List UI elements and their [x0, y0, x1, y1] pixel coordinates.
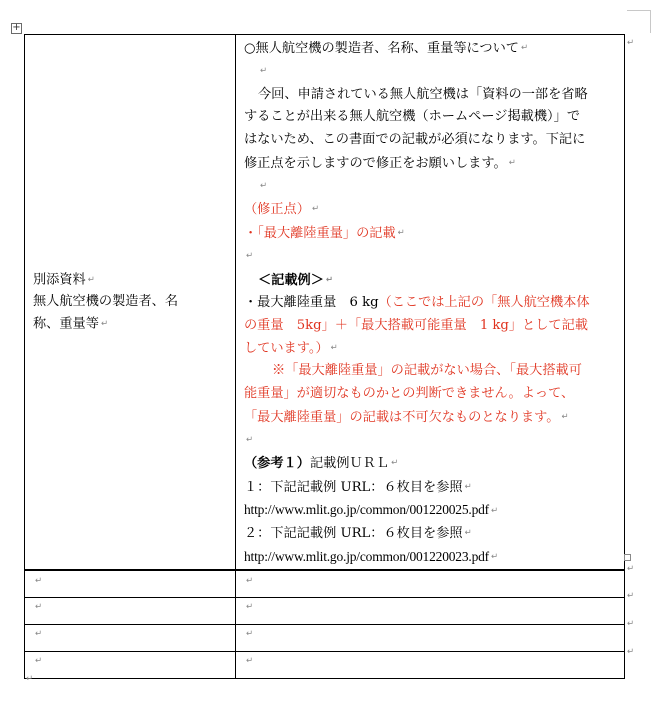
correction-title: （修正点） ↵	[244, 202, 320, 218]
reference-url: http://www.mlit.go.jp/common/001220023.pdf ↵	[244, 548, 498, 564]
table-row	[25, 597, 625, 624]
table-resize-handle-icon[interactable]	[624, 554, 631, 561]
para1-line: 修正点を示しますので修正をお願いします。 ↵	[244, 155, 516, 171]
paragraph-mark-icon: ↵	[246, 575, 254, 586]
paragraph-mark-icon: ↵	[246, 629, 254, 640]
row-end-mark-icon: ↵	[627, 647, 635, 657]
empty-cell[interactable]	[25, 651, 236, 678]
example-line: ・最大離陸重量 6 kg（ここでは上記の「無人航空機本体	[244, 294, 590, 310]
example-title: ＜記載例＞ ↵	[258, 272, 334, 288]
page-corner-top	[627, 10, 651, 11]
reference-label: １：下記記載例 URL：６枚目を参照 ↵	[244, 479, 472, 495]
example-line: しています。） ↵	[244, 340, 338, 356]
reference-label: ２：下記記載例 URL：６枚目を参照 ↵	[244, 526, 472, 542]
row-end-mark-icon: ↵	[627, 564, 635, 574]
paragraph-mark-icon: ↵	[87, 274, 95, 285]
paragraph-mark-icon: ↵	[246, 656, 254, 667]
paragraph-mark-icon: ↵	[246, 602, 254, 613]
paragraph-mark-icon: ↵	[521, 43, 529, 53]
empty-line	[244, 429, 616, 452]
paragraph-mark-icon: ↵	[508, 157, 516, 168]
paragraph-mark-icon: ↵	[260, 66, 268, 77]
paragraph-mark-icon: ↵	[246, 435, 254, 446]
left-cell-line: 別添資料 ↵	[33, 272, 95, 288]
document-table	[24, 34, 625, 679]
empty-cell[interactable]	[236, 570, 625, 597]
row-end-mark-icon: ↵	[627, 591, 635, 601]
para1-line: 今回、申請されている無人航空機は「資料の一部を省略	[258, 86, 588, 102]
warning-line: 能重量」が適切なものかとの判断できません。よって、	[244, 386, 575, 402]
warning-line: ※「最大離陸重量」の記載がない場合、「最大搭載可	[272, 363, 582, 379]
para1-line: することが出来る無人航空機（ホームページ掲載機）」で	[244, 109, 581, 125]
empty-cell[interactable]	[25, 624, 236, 651]
paragraph-mark-icon: ↵	[100, 319, 109, 330]
empty-cell[interactable]	[25, 597, 236, 624]
paragraph-mark-icon: ↵	[330, 343, 338, 354]
paragraph-mark-icon: ↵	[246, 251, 254, 262]
paragraph-mark-icon: ↵	[35, 575, 43, 586]
para1-line: はないため、この書面での記載が必須になります。下記に	[244, 131, 586, 147]
reference-title: （参考１）記載例ＵＲＬ ↵	[244, 456, 399, 472]
warning-line: 「最大離陸重量」の記載は不可欠なものとなります。 ↵	[244, 409, 569, 425]
empty-cell[interactable]	[236, 651, 625, 678]
empty-cell[interactable]	[236, 624, 625, 651]
empty-line	[244, 60, 616, 83]
heading-line: ○無人航空機の製造者、名称、重量等について ↵	[244, 40, 529, 56]
empty-line	[244, 175, 616, 198]
paragraph-mark-icon: ↵	[561, 411, 569, 422]
paragraph-mark-icon: ↵	[325, 274, 334, 285]
empty-cell[interactable]	[25, 570, 236, 597]
row-end-mark-icon: ↵	[627, 619, 635, 629]
reference-url: http://www.mlit.go.jp/common/001220025.pdf ↵	[244, 502, 498, 518]
table-row	[25, 651, 625, 678]
paragraph-mark-icon: ↵	[35, 656, 43, 667]
table-row	[25, 570, 625, 597]
paragraph-mark-icon: ↵	[35, 629, 43, 640]
correction-item: ・「最大離陸重量」の記載 ↵	[244, 225, 405, 241]
empty-line	[244, 245, 616, 268]
left-cell[interactable]	[25, 35, 236, 571]
paragraph-mark-icon: ↵	[311, 204, 320, 215]
paragraph-mark-icon: ↵	[464, 528, 472, 539]
left-cell-line: 称、重量等 ↵	[33, 316, 109, 332]
empty-cell[interactable]	[236, 597, 625, 624]
paragraph-mark-icon: ↵	[490, 505, 498, 516]
paragraph-mark-icon: ↵	[26, 674, 34, 684]
paragraph-mark-icon: ↵	[35, 602, 43, 613]
paragraph-mark-icon: ↵	[260, 180, 268, 191]
table-move-handle-icon[interactable]: +	[12, 22, 21, 33]
paragraph-mark-icon: ↵	[464, 481, 472, 492]
paragraph-mark-icon: ↵	[391, 458, 399, 469]
table-row	[25, 35, 625, 571]
left-cell-line: 無人航空機の製造者、名	[33, 294, 179, 310]
example-line: の重量 5kg」＋「最大搭載可能重量 1 kg」として記載	[244, 317, 588, 333]
right-cell[interactable]	[236, 35, 625, 571]
row-end-mark-icon: ↵	[627, 38, 635, 48]
paragraph-mark-icon: ↵	[490, 552, 498, 563]
table-row	[25, 624, 625, 651]
paragraph-mark-icon: ↵	[397, 227, 405, 238]
